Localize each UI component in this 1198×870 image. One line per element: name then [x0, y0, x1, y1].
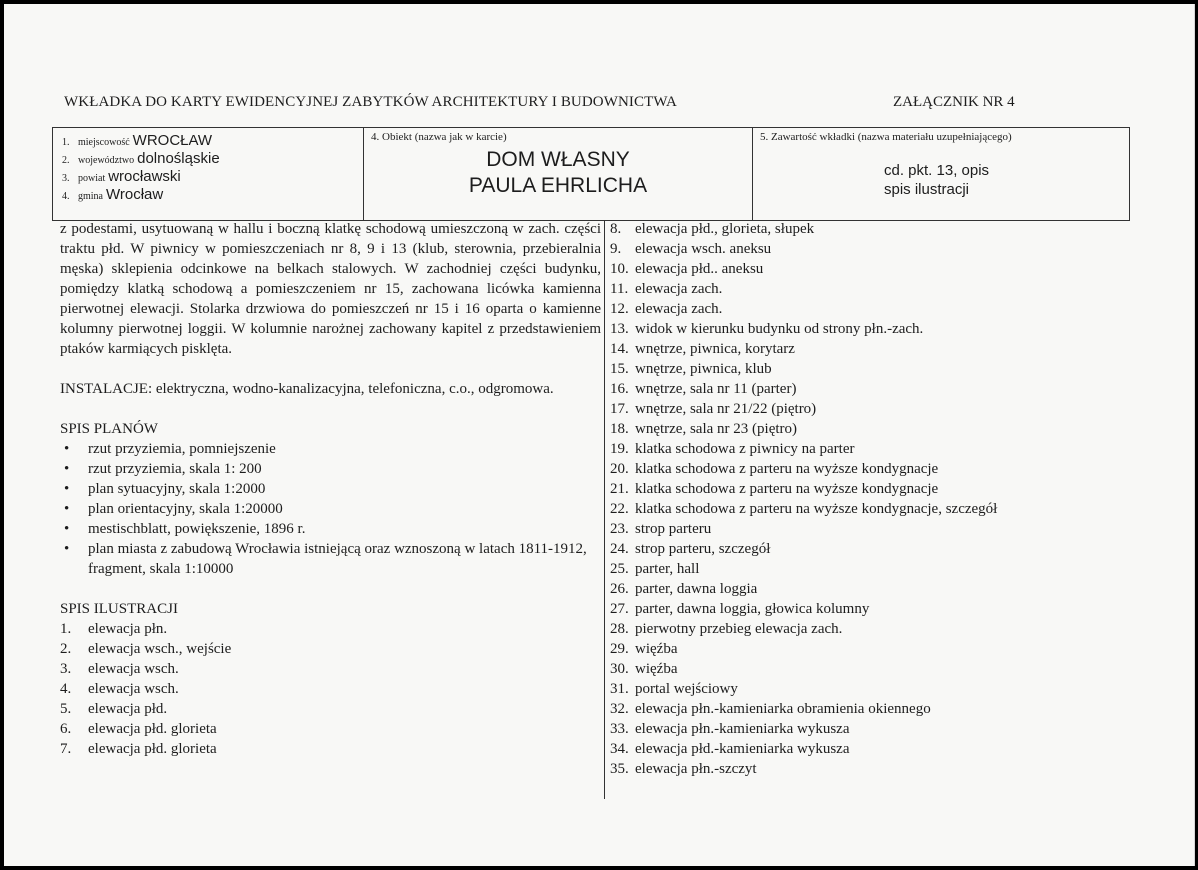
illustration-list-item [60, 699, 601, 719]
illustration-number: 18. [610, 421, 629, 437]
location-row-label: miejscowość [78, 137, 130, 148]
illustration-list-item [60, 639, 601, 659]
illustration-text: elewacja wsch., wejście [88, 641, 232, 657]
illustration-number: 19. [610, 441, 629, 457]
illustration-text: elewacja płn.-kamieniarka obramienia okiennego [635, 701, 931, 717]
illustrations-section [60, 599, 601, 759]
illustration-number: 8. [610, 221, 622, 237]
illustration-text: elewacja płd. glorieta [88, 721, 217, 737]
illustration-list-item [610, 639, 1090, 659]
location-row-number: 3. [62, 173, 70, 184]
illustration-number: 21. [610, 481, 629, 497]
illustration-number: 15. [610, 361, 629, 377]
illustrations-list-left [60, 619, 601, 759]
illustration-text: strop parteru [635, 521, 712, 537]
illustration-list-item [60, 659, 601, 679]
location-row-value: wrocławski [108, 168, 181, 185]
object-name-line: PAULA EHRLICHA [468, 174, 648, 197]
illustration-number: 30. [610, 661, 629, 677]
illustration-text: klatka schodowa z parteru na wyższe kondygnacje [635, 481, 939, 497]
illustration-text: więźba [635, 641, 678, 657]
illustration-list-item [610, 359, 1090, 379]
illustration-list-item [610, 459, 1090, 479]
illustration-text: klatka schodowa z parteru na wyższe kondygnacje [635, 461, 939, 477]
location-row-number: 4. [62, 191, 70, 202]
illustration-list-item [610, 279, 1090, 299]
illustration-list-item [60, 679, 601, 699]
illustration-number: 27. [610, 601, 629, 617]
illustration-text: elewacja wsch. [88, 661, 179, 677]
illustration-text: więźba [635, 661, 678, 677]
illustration-list-item [610, 719, 1090, 739]
illustration-text: wnętrze, piwnica, korytarz [635, 341, 795, 357]
illustration-text: wnętrze, piwnica, klub [635, 361, 772, 377]
illustration-list-item [610, 379, 1090, 399]
location-row-number: 1. [62, 137, 70, 148]
illustration-list-item [610, 499, 1090, 519]
illustration-list-item [610, 239, 1090, 259]
illustration-list-item [610, 579, 1090, 599]
illustration-list-item [610, 319, 1090, 339]
illustration-text: elewacja płn.-szczyt [635, 761, 757, 777]
location-row-label: gmina [78, 191, 103, 202]
bullet-icon: • [64, 441, 70, 457]
illustration-number: 17. [610, 401, 629, 417]
illustration-list-item [610, 739, 1090, 759]
plans-list [60, 439, 601, 579]
object-name [364, 147, 752, 199]
bullet-icon: • [64, 481, 70, 497]
illustration-list-item [610, 559, 1090, 579]
plan-item-text: rzut przyziemia, pomniejszenie [88, 441, 276, 457]
illustration-number: 25. [610, 561, 629, 577]
location-row [62, 132, 363, 150]
installations-text: INSTALACJE: elektryczna, wodno-kanalizacyjna, telefoniczna, c.o., odgromowa. [60, 381, 554, 397]
illustration-text: elewacja zach. [635, 301, 723, 317]
location-row [62, 150, 363, 168]
illustration-list-item [610, 659, 1090, 679]
location-cell [53, 128, 364, 220]
illustration-list-item [610, 679, 1090, 699]
plan-item-text: plan miasta z zabudową Wrocławia istniejącą oraz wznoszoną w latach 1811-1912, fragment, skala 1:10000 [88, 541, 587, 577]
illustration-number: 26. [610, 581, 629, 597]
plan-item-text: plan sytuacyjny, skala 1:2000 [88, 481, 266, 497]
right-column [610, 219, 1090, 779]
location-row-value: dolnośląskie [137, 150, 220, 167]
left-column [60, 219, 601, 759]
illustration-list-item [610, 259, 1090, 279]
location-row-label: województwo [78, 155, 135, 166]
annex-number: ZAŁĄCZNIK NR 4 [893, 94, 1015, 110]
illustration-number: 16. [610, 381, 629, 397]
illustration-number: 7. [60, 741, 72, 757]
illustration-list-item [610, 539, 1090, 559]
illustrations-list-right [610, 219, 1090, 779]
illustration-list-item [610, 599, 1090, 619]
illustration-text: parter, hall [635, 561, 700, 577]
illustration-number: 33. [610, 721, 629, 737]
illustration-number: 3. [60, 661, 72, 677]
location-row-label: powiat [78, 173, 106, 184]
location-row-value: Wrocław [106, 186, 164, 203]
illustration-number: 35. [610, 761, 629, 777]
bullet-icon: • [64, 521, 70, 537]
illustration-list-item [610, 299, 1090, 319]
illustration-number: 29. [610, 641, 629, 657]
illustration-number: 11. [610, 281, 629, 297]
contents-cell [753, 128, 1129, 220]
illustration-list-item [60, 719, 601, 739]
plans-section [60, 419, 601, 579]
illustration-number: 6. [60, 721, 72, 737]
illustration-text: elewacja płn.-kamieniarka wykusza [635, 721, 850, 737]
illustration-number: 10. [610, 261, 629, 277]
illustration-text: widok w kierunku budynku od strony płn.-zach. [635, 321, 924, 337]
illustration-list-item [610, 339, 1090, 359]
plan-item-text: mestischblatt, powiększenie, 1896 r. [88, 521, 306, 537]
illustration-number: 14. [610, 341, 629, 357]
illustration-list-item [60, 739, 601, 759]
illustration-number: 34. [610, 741, 629, 757]
contents-line: spis ilustracji [884, 181, 970, 198]
illustration-list-item [60, 619, 601, 639]
illustration-text: wnętrze, sala nr 21/22 (piętro) [635, 401, 817, 417]
bullet-icon: • [64, 501, 70, 517]
column-divider [604, 221, 605, 799]
illustration-text: elewacja płd. glorieta [88, 741, 217, 757]
plan-list-item [60, 439, 601, 459]
contents-line: cd. pkt. 13, opis [884, 162, 990, 179]
illustration-list-item [610, 399, 1090, 419]
illustration-list-item [610, 759, 1090, 779]
illustration-text: strop parteru, szczegół [635, 541, 771, 557]
illustration-text: portal wejściowy [635, 681, 738, 697]
location-row [62, 168, 363, 186]
bullet-icon: • [64, 461, 70, 477]
illustration-number: 2. [60, 641, 72, 657]
illustration-number: 31. [610, 681, 629, 697]
illustration-text: wnętrze, sala nr 23 (piętro) [635, 421, 798, 437]
illustration-text: elewacja wsch. aneksu [635, 241, 772, 257]
illustration-number: 32. [610, 701, 629, 717]
object-cell [364, 128, 753, 220]
plan-list-item [60, 519, 601, 539]
illustration-number: 5. [60, 701, 72, 717]
illustration-list-item [610, 419, 1090, 439]
object-name-line: DOM WŁASNY [486, 148, 630, 171]
illustration-text: elewacja płd. [88, 701, 168, 717]
illustration-number: 1. [60, 621, 72, 637]
plan-list-item [60, 479, 601, 499]
illustration-number: 24. [610, 541, 629, 557]
illustration-number: 12. [610, 301, 629, 317]
contents-text [884, 161, 989, 199]
plan-list-item [60, 539, 601, 579]
plan-item-text: plan orientacyjny, skala 1:20000 [88, 501, 283, 517]
illustrations-heading: SPIS ILUSTRACJI [60, 601, 178, 617]
illustration-number: 9. [610, 241, 622, 257]
illustration-text: elewacja płd.-kamieniarka wykusza [635, 741, 850, 757]
plan-list-item [60, 459, 601, 479]
illustration-list-item [610, 699, 1090, 719]
illustration-text: pierwotny przebieg elewacja zach. [635, 621, 843, 637]
illustration-text: klatka schodowa z parteru na wyższe kondygnacje, szczegół [635, 501, 998, 517]
plan-item-text: rzut przyziemia, skala 1: 200 [88, 461, 262, 477]
illustration-text: elewacja płn. [88, 621, 168, 637]
illustration-number: 28. [610, 621, 629, 637]
form-title: WKŁADKA DO KARTY EWIDENCYJNEJ ZABYTKÓW ARCHITEKTURY I BUDOWNICTWA [64, 94, 677, 110]
location-row-number: 2. [62, 155, 70, 166]
plans-heading: SPIS PLANÓW [60, 421, 158, 437]
illustration-list-item [610, 519, 1090, 539]
illustration-text: elewacja zach. [635, 281, 723, 297]
illustration-text: klatka schodowa z piwnicy na parter [635, 441, 855, 457]
description-paragraph: z podestami, usytuowaną w hallu i boczną klatkę schodową umieszczoną w zach. części traktu płd. W piwnicy w pomieszczeniach nr 8, 9 i 13 (klub, sterownia, przebieralnia męska) sklepienia odcinkowe na belkach stalowych. W zachodniej części budynku, pomiędzy klatką schodową a pomieszczeniem nr 15, zachowana licówka kamienna pierwotnej elewacji. Stolarka drzwiowa do pomieszczeń nr 15 i 16 oparta o kamienne kolumny pierwotnej loggii. W kolumnie narożnej zachowany kapitel z przedstawieniem ptaków karmiących pisklęta. [60, 221, 601, 357]
illustration-text: elewacja płd.. aneksu [635, 261, 764, 277]
plan-list-item [60, 499, 601, 519]
header-table [52, 127, 1130, 221]
illustration-list-item [610, 479, 1090, 499]
illustration-number: 23. [610, 521, 629, 537]
location-row [62, 186, 363, 204]
bullet-icon: • [64, 541, 70, 557]
illustration-number: 22. [610, 501, 629, 517]
illustration-text: elewacja płd., glorieta, słupek [635, 221, 815, 237]
illustration-number: 13. [610, 321, 629, 337]
illustration-text: parter, dawna loggia [635, 581, 758, 597]
illustration-list-item [610, 439, 1090, 459]
illustration-text: parter, dawna loggia, głowica kolumny [635, 601, 870, 617]
illustration-text: elewacja wsch. [88, 681, 179, 697]
illustration-list-item [610, 219, 1090, 239]
illustration-list-item [610, 619, 1090, 639]
contents-label: 5. Zawartość wkładki (nazwa materiału uzupełniającego) [760, 131, 1012, 143]
illustration-number: 4. [60, 681, 72, 697]
illustration-number: 20. [610, 461, 629, 477]
object-label: 4. Obiekt (nazwa jak w karcie) [371, 131, 507, 143]
location-row-value: WROCŁAW [132, 132, 213, 149]
illustration-text: wnętrze, sala nr 11 (parter) [635, 381, 797, 397]
